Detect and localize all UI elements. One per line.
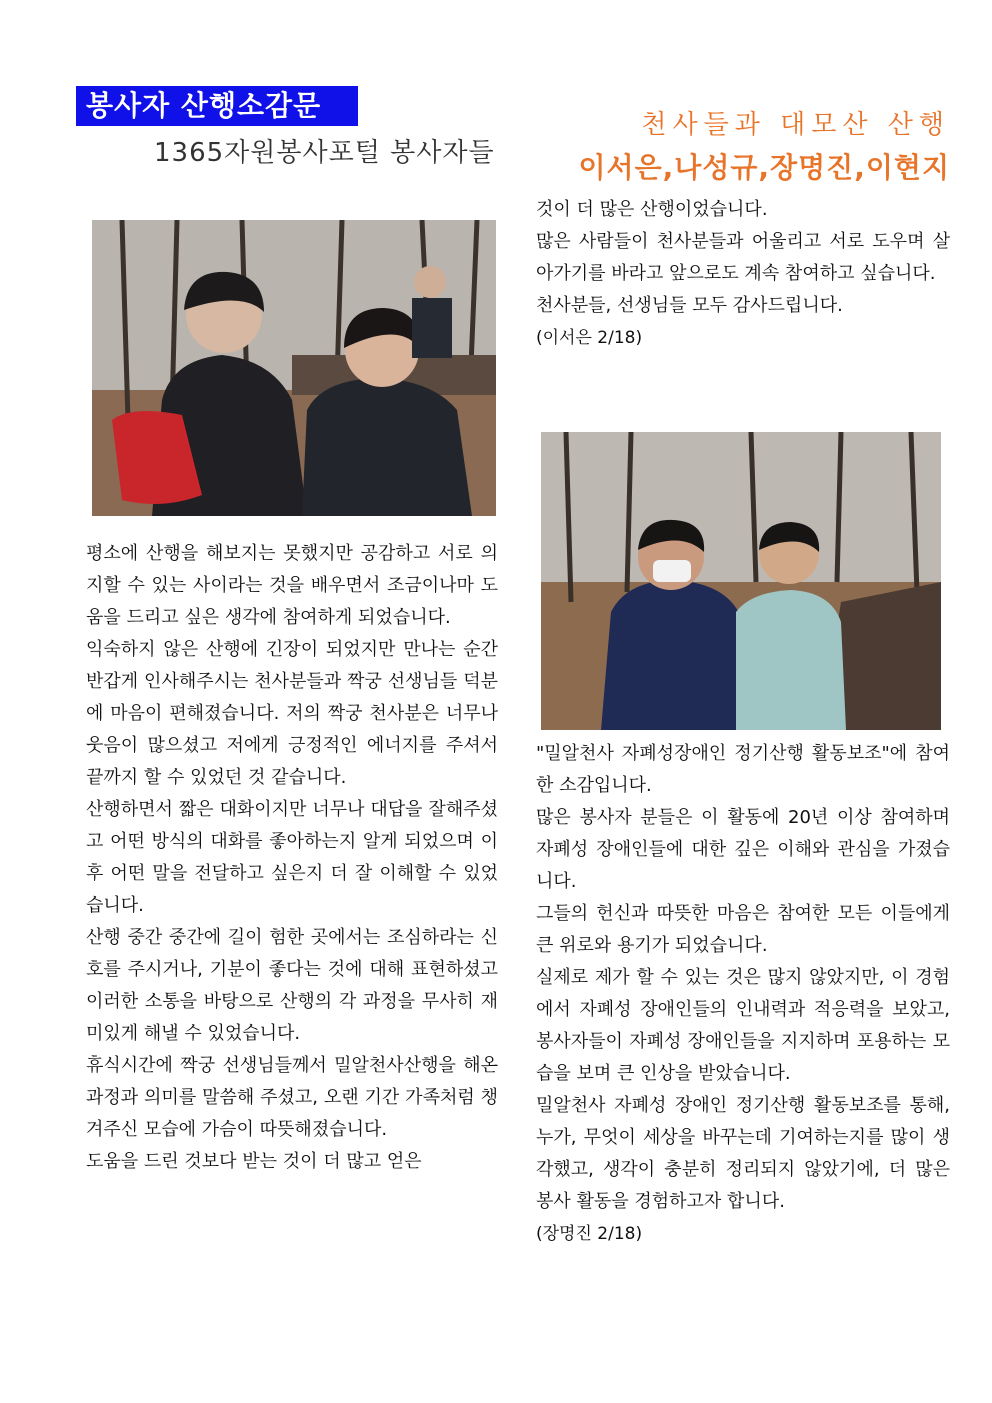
author-names: 이서은,나성규,장명진,이현지	[578, 151, 950, 184]
right-bottom-text	[536, 738, 950, 1250]
photo-young-men-seated	[541, 432, 941, 730]
right-top-text	[536, 194, 950, 354]
photo-volunteers-bench	[92, 220, 496, 516]
signature: (장명진 2/18)	[536, 1224, 643, 1244]
page-subtitle: 1365자원봉사포털 봉사자들	[154, 138, 495, 168]
paragraph: 것이 더 많은 산행이었습니다.	[536, 199, 768, 220]
paragraph: 익숙하지 않은 산행에 긴장이 되었지만 만나는 순간 반갑게 인사해주시는 천사분들과 짝궁 선생님들 덕분에 마음이 편해졌습니다. 저의 짝궁 천사분은 너무나 웃음이 많으셨고 저에게 긍정적인 에너지를 주셔서 끝까지 할 수 있었던 것 같습니다.	[86, 639, 498, 788]
paragraph: 그들의 헌신과 따뜻한 마음은 참여한 모든 이들에게 큰 위로와 용기가 되었습니다.	[536, 903, 950, 956]
paragraph: 밀알천사 자폐성 장애인 정기산행 활동보조를 통해, 누가, 무엇이 세상을 바꾸는데 기여하는지를 많이 생각했고, 생각이 충분히 정리되지 않았기에, 더 많은 봉사 활동을 경험하고자 합니다.	[536, 1095, 950, 1212]
paragraph: 천사분들, 선생님들 모두 감사드립니다.	[536, 295, 843, 316]
paragraph: 많은 사람들이 천사분들과 어울리고 서로 도우며 살아가기를 바라고 앞으로도 계속 참여하고 싶습니다.	[536, 231, 950, 284]
event-title: 천사들과 대모산 산행	[641, 110, 950, 140]
paragraph: 도움을 드린 것보다 받는 것이 더 많고 얻은	[86, 1151, 422, 1172]
paragraph: 실제로 제가 할 수 있는 것은 많지 않았지만, 이 경험에서 자폐성 장애인들의 인내력과 적응력을 보았고, 봉사자들이 자폐성 장애인들을 지지하며 포용하는 모습을 보며 큰 인상을 받았습니다.	[536, 967, 950, 1084]
paragraph: "밀알천사 자폐성장애인 정기산행 활동보조"에 참여한 소감입니다.	[536, 743, 950, 796]
paragraph: 산행 중간 중간에 길이 험한 곳에서는 조심하라는 신호를 주시거나, 기분이 좋다는 것에 대해 표현하셨고 이러한 소통을 바탕으로 산행의 각 과정을 무사히 재미있게 해낼 수 있었습니다.	[86, 927, 498, 1044]
paragraph: 산행하면서 짧은 대화이지만 너무나 대답을 잘해주셨고 어떤 방식의 대화를 좋아하는지 알게 되었으며 이후 어떤 말을 전달하고 싶은지 더 잘 이해할 수 있었습니다.	[86, 799, 498, 916]
paragraph: 많은 봉사자 분들은 이 활동에 20년 이상 참여하며 자폐성 장애인들에 대한 깊은 이해와 관심을 가졌습니다.	[536, 807, 950, 892]
paragraph: 평소에 산행을 해보지는 못했지만 공감하고 서로 의지할 수 있는 사이라는 것을 배우면서 조금이나마 도움을 드리고 싶은 생각에 참여하게 되었습니다.	[86, 543, 498, 628]
paragraph: 휴식시간에 짝궁 선생님들께서 밀알천사산행을 해온 과정과 의미를 말씀해 주셨고, 오랜 기간 가족처럼 챙겨주신 모습에 가슴이 따뜻해졌습니다.	[86, 1055, 498, 1140]
signature: (이서은 2/18)	[536, 328, 643, 348]
left-column-text	[86, 538, 498, 1178]
page-title: 봉사자 산행소감문	[76, 86, 358, 126]
